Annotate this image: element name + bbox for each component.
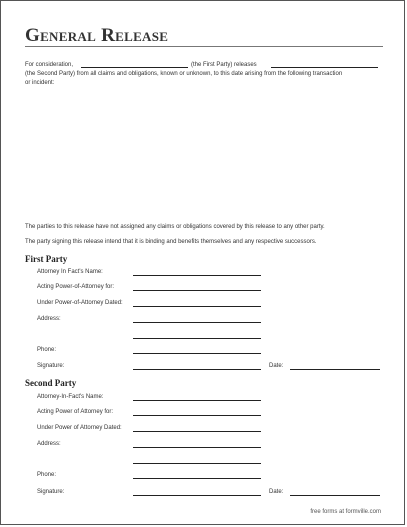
- second-acting-poa-label: Acting Power of Attorney for:: [37, 409, 114, 415]
- first-signature-field[interactable]: [133, 369, 261, 370]
- footer-credit: free forms at formville.com: [310, 509, 381, 515]
- second-attorney-name-field[interactable]: [133, 400, 261, 401]
- consideration-field[interactable]: [81, 67, 188, 68]
- first-phone-field[interactable]: [133, 353, 261, 354]
- first-acting-poa-field[interactable]: [133, 290, 261, 291]
- second-poa-dated-label: Under Power of Attorney Dated:: [37, 425, 122, 431]
- second-date-label: Date:: [269, 489, 284, 495]
- intro-incident-text: or incident:: [25, 80, 55, 86]
- document-title: General Release: [25, 25, 169, 46]
- first-signature-label: Signature:: [37, 363, 65, 369]
- intro-consideration-label: For consideration,: [25, 62, 74, 68]
- first-poa-dated-field[interactable]: [133, 306, 261, 307]
- second-address-field-2[interactable]: [133, 463, 261, 464]
- first-acting-poa-label: Acting Power-of-Attorney for:: [37, 284, 115, 290]
- first-address-field-1[interactable]: [133, 322, 261, 323]
- second-date-field[interactable]: [290, 495, 380, 496]
- second-phone-label: Phone:: [37, 472, 57, 478]
- title-divider: [25, 46, 383, 47]
- second-address-label: Address:: [37, 441, 61, 447]
- clause-no-assignment: The parties to this release have not assigned any claims or obligations covered by this release to any other party.: [25, 224, 325, 230]
- second-address-field-1[interactable]: [133, 447, 261, 448]
- first-date-label: Date:: [269, 363, 284, 369]
- first-date-field[interactable]: [290, 369, 380, 370]
- second-poa-dated-field[interactable]: [133, 431, 261, 432]
- first-party-name-field[interactable]: [271, 67, 378, 68]
- first-poa-dated-label: Under Power-of-Attorney Dated:: [37, 300, 123, 306]
- second-attorney-name-label: Attorney-In-Fact's Name:: [37, 394, 104, 400]
- second-signature-field[interactable]: [133, 495, 261, 496]
- second-party-heading: Second Party: [25, 378, 77, 388]
- clause-binding: The party signing this release intend that it is binding and benefits themselves and any respective successors.: [25, 239, 317, 245]
- first-phone-label: Phone:: [37, 347, 57, 353]
- second-phone-field[interactable]: [133, 478, 261, 479]
- intro-second-party-text: (the Second Party) from all claims and obligations, known or unknown, to this date arising from the following transaction: [25, 71, 343, 77]
- first-attorney-name-field[interactable]: [133, 275, 261, 276]
- intro-first-party-label: (the First Party) releases: [191, 62, 257, 68]
- first-address-label: Address:: [37, 316, 61, 322]
- second-signature-label: Signature:: [37, 489, 65, 495]
- second-acting-poa-field[interactable]: [133, 415, 261, 416]
- first-party-heading: First Party: [25, 254, 68, 264]
- first-attorney-name-label: Attorney In Fact's Name:: [37, 269, 103, 275]
- first-address-field-2[interactable]: [133, 338, 261, 339]
